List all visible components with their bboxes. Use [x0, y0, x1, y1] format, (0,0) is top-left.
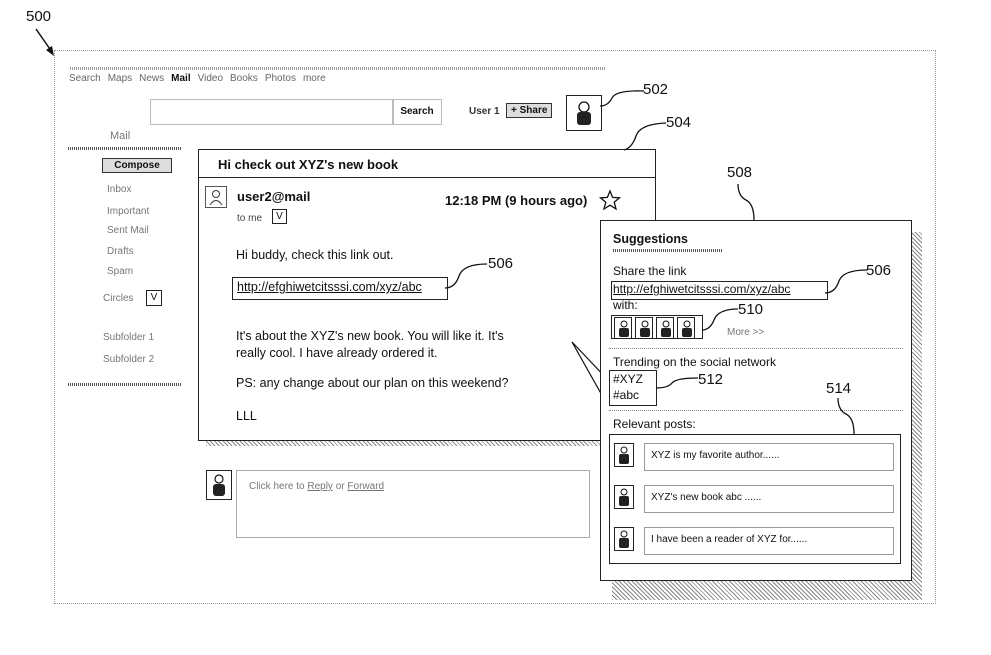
user-avatar[interactable]: [566, 95, 602, 131]
reply-prompt: [249, 481, 384, 492]
ref-506-suggest: 506: [866, 262, 892, 279]
sender-name: user2@mail: [237, 189, 311, 204]
post-avatar-1: [614, 443, 634, 467]
sidebar-item-important[interactable]: Important: [107, 206, 150, 217]
relevant-posts-list: [609, 434, 901, 564]
nav-top-bar: [70, 67, 605, 70]
figure-label: 500: [26, 8, 52, 25]
circles-toggle[interactable]: V: [146, 290, 162, 306]
reply-avatar: [206, 470, 232, 500]
person-outline-icon: [206, 187, 226, 207]
relevant-post-2[interactable]: [644, 485, 894, 513]
relevant-post-1-text: XYZ is my favorite author......: [651, 450, 780, 461]
ref-506-email: 506: [488, 255, 514, 272]
email-ps: PS: any change about our plan on this weekend?: [236, 376, 509, 390]
nav-mail[interactable]: Mail: [171, 73, 191, 84]
sidebar-rule-top: [68, 147, 182, 150]
leader-512: [654, 374, 700, 394]
nav-maps[interactable]: Maps: [107, 73, 133, 84]
reply-box[interactable]: [236, 470, 590, 538]
leader-506-suggest: [823, 267, 869, 297]
nav-search[interactable]: Search: [69, 73, 101, 84]
ref-502: 502: [643, 81, 669, 98]
user-name: User 1: [469, 106, 500, 117]
search-button[interactable]: Search: [392, 99, 442, 125]
relevant-post-3[interactable]: [644, 527, 894, 555]
share-button[interactable]: + Share: [506, 103, 552, 118]
post-avatar-3: [614, 527, 634, 551]
nav-more[interactable]: more: [302, 73, 326, 84]
more-link[interactable]: More >>: [727, 327, 765, 338]
top-nav: [69, 73, 326, 84]
post-avatar-2: [614, 485, 634, 509]
ref-510: 510: [738, 301, 764, 318]
share-link-label: Share the link: [613, 264, 687, 278]
details-toggle[interactable]: V: [272, 209, 287, 224]
ref-508: 508: [727, 164, 753, 181]
sidebar-item-spam[interactable]: Spam: [107, 266, 134, 277]
nav-news[interactable]: News: [139, 73, 165, 84]
person-icon: [615, 486, 633, 508]
leader-508: [730, 182, 760, 222]
leader-502: [598, 88, 646, 112]
trending-tag-abc[interactable]: #abc: [613, 388, 640, 402]
ref-512: 512: [698, 371, 724, 388]
email-body-line-2: really cool. I have already ordered it.: [236, 346, 438, 360]
share-person-icon[interactable]: [614, 317, 632, 339]
share-person-icon[interactable]: [656, 317, 674, 339]
email-body-line-1: It's about the XYZ's new book. You will like it. It's: [236, 329, 504, 343]
ref-514: 514: [826, 380, 852, 397]
sidebar-rule-bottom: [68, 383, 182, 386]
relevant-posts-label: Relevant posts:: [613, 417, 696, 431]
email-link[interactable]: http://efghiwetcitsssi.com/xyz/abc: [237, 280, 422, 294]
suggestions-title: Suggestions: [613, 232, 689, 246]
ref-504: 504: [666, 114, 692, 131]
leader-514: [830, 396, 864, 436]
email-signature: LLL: [236, 409, 257, 423]
sidebar-item-sent[interactable]: Sent Mail: [107, 225, 149, 236]
sender-avatar: [205, 186, 227, 208]
to-me: to me: [237, 213, 263, 224]
nav-books[interactable]: Books: [230, 73, 258, 84]
suggestions-title-rule: [613, 249, 723, 252]
leader-504: [620, 120, 668, 152]
share-person-icon[interactable]: [677, 317, 695, 339]
section-divider-1: [609, 348, 903, 349]
reply-link[interactable]: Reply: [307, 481, 333, 492]
search-input[interactable]: [150, 99, 394, 125]
share-link[interactable]: http://efghiwetcitsssi.com/xyz/abc: [613, 282, 791, 296]
forward-link[interactable]: Forward: [347, 481, 385, 492]
nav-video[interactable]: Video: [197, 73, 224, 84]
person-icon: [567, 96, 601, 130]
email-greeting: Hi buddy, check this link out.: [236, 248, 394, 262]
sidebar-circles[interactable]: Circles: [103, 293, 134, 304]
reply-or: or: [335, 481, 345, 492]
person-icon: [207, 471, 231, 499]
compose-button[interactable]: Compose: [102, 158, 172, 173]
email-subject: Hi check out XYZ's new book: [218, 157, 399, 172]
sidebar-subfolder-2[interactable]: Subfolder 2: [103, 354, 155, 365]
trending-tag-xyz[interactable]: #XYZ: [613, 372, 644, 386]
email-time: 12:18 PM (9 hours ago): [445, 193, 588, 208]
star-icon[interactable]: [599, 189, 621, 211]
person-icon: [615, 444, 633, 466]
subject-divider: [199, 177, 655, 178]
reply-prompt-text: Click here to: [249, 481, 305, 492]
sidebar-subfolder-1[interactable]: Subfolder 1: [103, 332, 155, 343]
relevant-post-3-text: I have been a reader of XYZ for......: [651, 534, 808, 545]
nav-photos[interactable]: Photos: [264, 73, 296, 84]
sidebar-item-inbox[interactable]: Inbox: [107, 184, 132, 195]
relevant-post-2-text: XYZ's new book abc ......: [651, 492, 762, 503]
share-with-label: with:: [613, 298, 638, 312]
leader-510: [700, 306, 740, 334]
share-with-people[interactable]: [611, 315, 703, 339]
person-icon: [615, 528, 633, 550]
leader-506-email: [443, 260, 489, 292]
sidebar-item-drafts[interactable]: Drafts: [107, 246, 134, 257]
share-person-icon[interactable]: [635, 317, 653, 339]
relevant-post-1[interactable]: [644, 443, 894, 471]
mail-title: Mail: [110, 130, 131, 142]
trending-label: Trending on the social network: [613, 355, 776, 369]
